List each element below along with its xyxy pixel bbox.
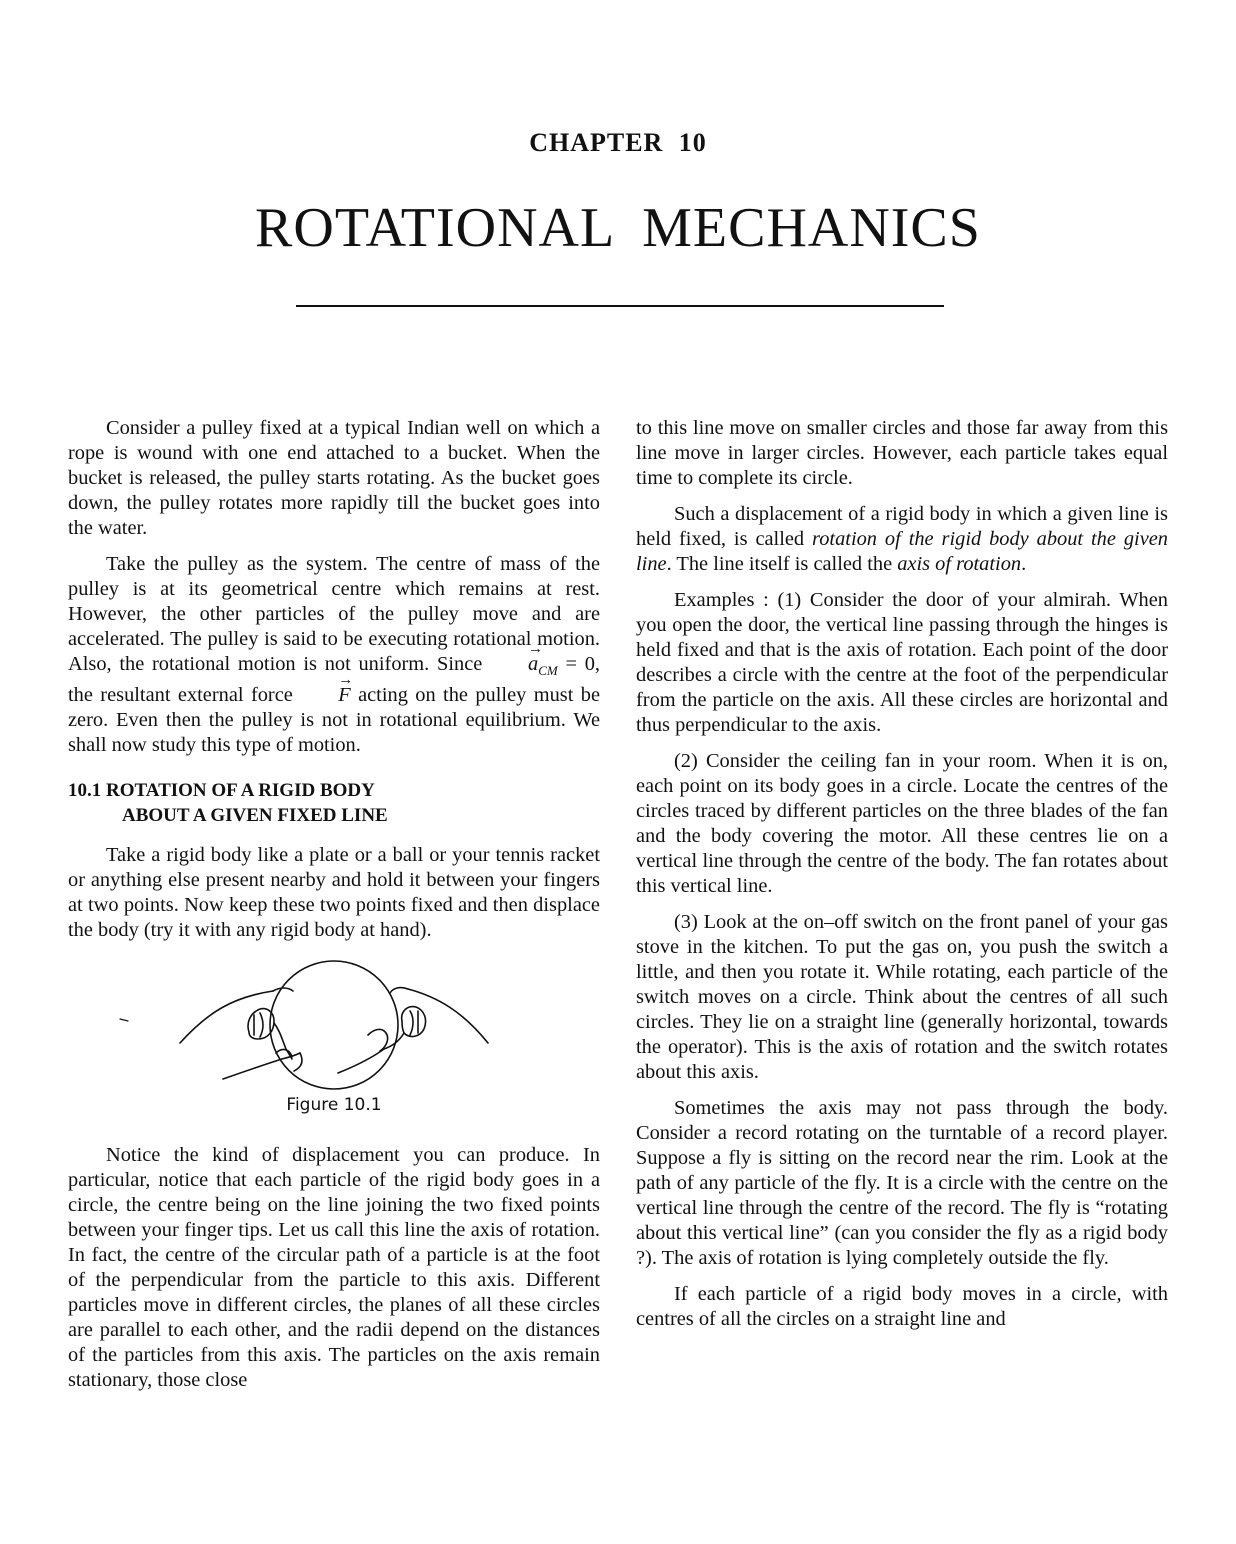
figure-10-1 (68, 957, 600, 1125)
section-heading (68, 778, 600, 828)
section-heading-line: 10.1 ROTATION OF A RIGID BODY (68, 780, 375, 802)
paragraph-rigid-body-circle: If each particle of a rigid body moves in a circle, with centres of all the circles on a straight line and (636, 1283, 1168, 1330)
paragraph-pulley-system (68, 552, 600, 758)
paragraph-rotation-definition (636, 502, 1168, 577)
hands-holding-ball-illustration (68, 957, 600, 1097)
left-column (68, 416, 600, 1404)
title-divider (296, 305, 944, 307)
paragraph-rigid-body: Take a rigid body like a plate or a ball or your tennis racket or anything else present nearby and hold it between your fingers at two points. Now keep these two points fixed and then displace the body (try it with any rigid body at hand). (68, 844, 600, 942)
acceleration-cm-symbol: → $a_{CM}$ (490, 652, 558, 683)
paragraph-example-fan: (2) Consider the ceiling fan in your room. When it is on, each point on its body goes in a circle. Locate the centres of the circles traced by different particles on the three blades of the fan and the body covering the motor. All these centres lie on a vertical line through the centre of the body. The fan rotates about this vertical line. (636, 750, 1168, 897)
paragraph-displacement: Notice the kind of displacement you can produce. In particular, notice that each particle of the rigid body goes in a circle, the centre being on the line joining the two fixed points between your finger tips. Let us call this line the axis of rotation. In fact, the centre of the circular path of a particle is at the foot of the perpendicular from the particle to this axis. Different particles move in different circles, the planes of all these circles are parallel to each other, and the radii depend on the distances of the particles from this axis. The particles on the axis remain stationary, those close (68, 1144, 600, 1392)
paragraph-example-switch: (3) Look at the on–off switch on the front panel of your gas stove in the kitchen. To put the gas on, you push the switch a little, and then you rotate it. While rotating, each particle of the switch moves on a circle. Think about the centres of all such circles. They lie on a straight line (generally horizontal, towards the operator). This is the axis of rotation and the switch rotates about this axis. (636, 911, 1168, 1083)
paragraph-text: Such a displacement of a rigid body in which a given line is held fixed, is called (636, 503, 1168, 550)
chapter-title: ROTATIONAL MECHANICS (255, 197, 981, 259)
chapter-label: CHAPTER 10 (529, 128, 707, 157)
paragraph-text: . (1021, 553, 1027, 575)
term-rotation: rotation of the rigid body about the given line (636, 528, 1168, 575)
paragraph-record-fly: Sometimes the axis may not pass through the body. Consider a record rotating on the turntable of a record player. Suppose a fly is sitting on the record near the rim. Look at the path of any particle of the fly. It is a circle with the centre on the vertical line through the centre of the record. The fly is “rotating about this vertical line” (can you consider the fly as a rigid body ?). The axis of rotation is lying completely outside the fly. (636, 1097, 1168, 1269)
right-column (636, 416, 1168, 1343)
section-heading-line: ABOUT A GIVEN FIXED LINE (122, 805, 388, 827)
paragraph-pulley-intro: Consider a pulley fixed at a typical Indian well on which a rope is wound with one end attached to a bucket. When the bucket is released, the pulley starts rotating. As the bucket goes down, the pulley rotates more rapidly till the bucket goes into the water. (68, 417, 600, 539)
paragraph-text: Take the pulley as the system. The centre of mass of the pulley is at its geometrical centre which remains at rest. However, the other particles of the pulley move and are accelerated. The pulley is said to be executing rotational motion. Also, the rotational motion is not uniform. Since (68, 553, 600, 675)
paragraph-text: . The line itself is called the (666, 553, 898, 575)
paragraph-continued: to this line move on smaller circles and those far away from this line move in larger circles. However, each particle takes equal time to complete its circle. (636, 417, 1168, 489)
term-axis-of-rotation: axis of rotation (897, 553, 1022, 575)
ball-circle (270, 961, 398, 1089)
paragraph-text: = 0, the resultant external force (68, 653, 600, 707)
force-symbol: → F (300, 683, 350, 708)
figure-caption: Figure 10.1 (286, 1095, 382, 1116)
paragraph-example-door: Examples : (1) Consider the door of your almirah. When you open the door, the vertical line passing through the hinges is held fixed and that is the axis of rotation. Each point of the door describes a circle with the centre at the foot of the perpendicular from the particle on the axis. All these circles are horizontal and thus perpendicular to the axis. (636, 589, 1168, 736)
paragraph-text: acting on the pulley must be zero. Even then the pulley is not in rotational equilibrium. We shall now study this type of motion. (68, 684, 600, 757)
